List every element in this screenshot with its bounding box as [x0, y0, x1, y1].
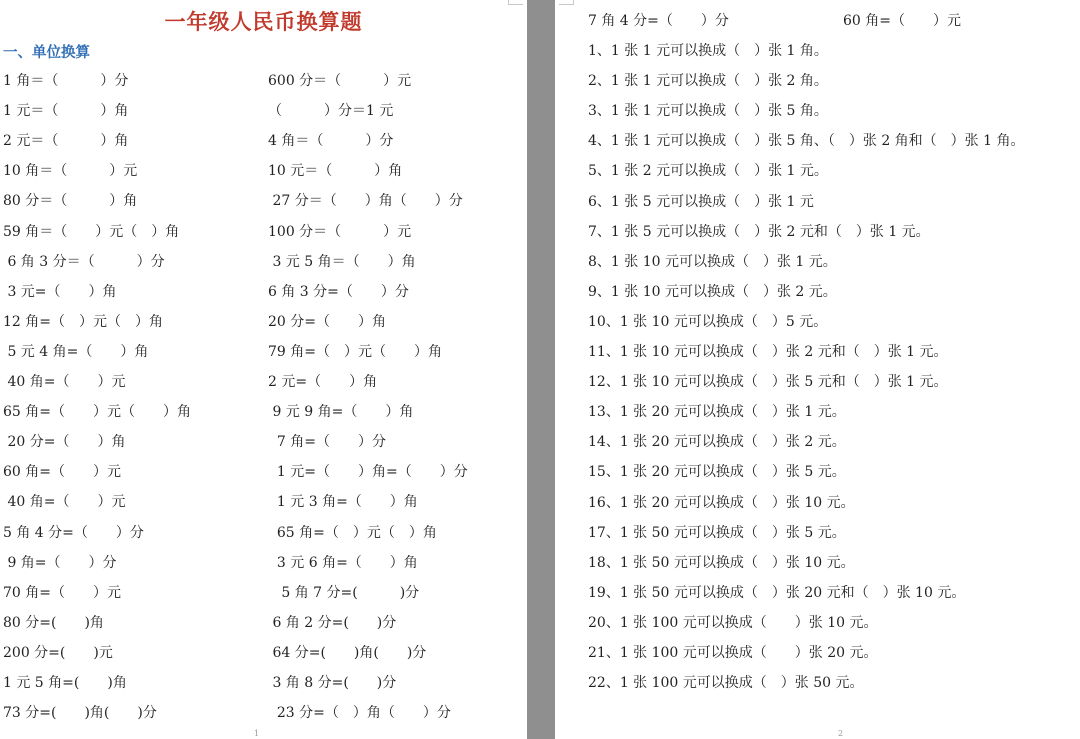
exercise-left: 5 角 4 分=（ ）分	[3, 524, 144, 541]
exchange-question: 17、1 张 50 元可以换成（ ）张 5 元。	[588, 524, 846, 541]
exercise-row-top-left: 7 角 4 分=（ ）分	[588, 13, 729, 29]
exchange-question: 18、1 张 50 元可以换成（ ）张 10 元。	[588, 554, 855, 571]
exercise-right: 20 分=（ ）角	[268, 313, 386, 330]
exercise-right: 3 元 6 角=（ ）角	[268, 554, 418, 571]
exercise-left: 1 元 5 角=( )角	[3, 675, 127, 691]
exercise-left: 60 角=（ ）元	[3, 464, 121, 481]
exchange-question: 20、1 张 100 元可以换成（ ）张 10 元。	[588, 614, 878, 631]
exercise-right: 2 元=（ ）角	[268, 374, 378, 390]
exercise-left: 80 分＝（ ）角	[3, 193, 138, 210]
exchange-question: 4、1 张 1 元可以换成（ ）张 5 角、（ ）张 2 角和（ ）张 1 角。	[588, 133, 1025, 150]
exercise-right: 1 元=（ ）角=（ ）分	[268, 464, 468, 481]
exchange-question: 19、1 张 50 元可以换成（ ）张 20 元和（ ）张 10 元。	[588, 584, 966, 601]
exchange-question: 8、1 张 10 元可以换成（ ）张 1 元。	[588, 253, 837, 270]
exchange-question: 1、1 张 1 元可以换成（ ）张 1 角。	[588, 43, 828, 59]
exchange-question: 11、1 张 10 元可以换成（ ）张 2 元和（ ）张 1 元。	[588, 344, 948, 360]
exercise-left: 40 角=（ ）元	[3, 494, 126, 511]
exercise-right: 1 元 3 角=（ ）角	[268, 494, 418, 511]
exercise-right: 23 分=（ ）角（ ）分	[268, 705, 451, 722]
exercise-right: 4 角＝（ ）分	[268, 133, 394, 150]
exchange-question: 2、1 张 1 元可以换成（ ）张 2 角。	[588, 73, 828, 90]
exercise-left: 200 分=( )元	[3, 644, 113, 661]
exercise-right: 3 角 8 分=( )分	[268, 675, 397, 691]
exchange-question: 7、1 张 5 元可以换成（ ）张 2 元和（ ）张 1 元。	[588, 223, 930, 240]
margin-corner-mark	[559, 0, 574, 5]
page-number-1: 1	[254, 729, 260, 738]
exchange-question: 21、1 张 100 元可以换成（ ）张 20 元。	[588, 645, 878, 661]
exchange-question: 10、1 张 10 元可以换成（ ）5 元。	[588, 313, 828, 330]
exercise-left: 73 分=( )角( )分	[3, 705, 157, 722]
exercise-left: 12 角=（ ）元（ ）角	[3, 313, 163, 330]
section-heading: 一、单位换算	[3, 44, 90, 61]
exercise-left: 2 元＝（ ）角	[3, 133, 129, 150]
exercise-left: 6 角 3 分＝（ ）分	[3, 253, 165, 270]
document-page-2	[555, 0, 1080, 739]
exercise-left: 20 分=（ ）角	[3, 434, 126, 451]
exercise-left: 70 角=（ ）元	[3, 584, 121, 601]
exercise-right: 64 分=( )角( )分	[268, 644, 427, 661]
exercise-right: 6 角 2 分=( )分	[268, 614, 397, 631]
exchange-question: 3、1 张 1 元可以换成（ ）张 5 角。	[588, 103, 828, 120]
exchange-question: 22、1 张 100 元可以换成（ ）张 50 元。	[588, 675, 864, 692]
exercise-right: 6 角 3 分=（ ）分	[268, 283, 409, 300]
exercise-left: 59 角＝（ ）元（ ）角	[3, 223, 180, 240]
exercise-right: 65 角=（ ）元（ ）角	[268, 524, 437, 541]
exchange-question: 14、1 张 20 元可以换成（ ）张 2 元。	[588, 434, 846, 451]
exercise-row-top-right: 60 角=（ ）元	[843, 13, 961, 29]
exchange-question: 5、1 张 2 元可以换成（ ）张 1 元。	[588, 163, 828, 180]
exercise-left: 1 角＝（ ）分	[3, 73, 129, 89]
page-number-2: 2	[838, 729, 844, 738]
exchange-question: 13、1 张 20 元可以换成（ ）张 1 元。	[588, 404, 846, 421]
document-title: 一年级人民币换算题	[164, 9, 363, 34]
margin-corner-mark	[508, 0, 523, 5]
exchange-question: 16、1 张 20 元可以换成（ ）张 10 元。	[588, 494, 855, 511]
exercise-right: （ ）分＝1 元	[268, 103, 394, 120]
exercise-left: 3 元=（ ）角	[3, 283, 117, 300]
document-page-1	[0, 0, 527, 739]
exercise-right: 100 分＝（ ）元	[268, 223, 412, 240]
exercise-right: 27 分＝（ ）角（ ）分	[268, 193, 463, 210]
exercise-right: 600 分＝（ ）元	[268, 73, 412, 89]
exercise-left: 5 元 4 角=（ ）角	[3, 343, 149, 360]
exercise-left: 65 角=（ ）元（ ）角	[3, 404, 191, 421]
exercise-left: 9 角=（ ）分	[3, 554, 117, 571]
exercise-right: 9 元 9 角=（ ）角	[268, 404, 414, 421]
exchange-question: 15、1 张 20 元可以换成（ ）张 5 元。	[588, 464, 846, 481]
exercise-left: 10 角＝（ ）元	[3, 163, 138, 180]
exchange-question: 6、1 张 5 元可以换成（ ）张 1 元	[588, 193, 814, 210]
exchange-question: 12、1 张 10 元可以换成（ ）张 5 元和（ ）张 1 元。	[588, 374, 948, 391]
exercise-left: 40 角=（ ）元	[3, 374, 126, 390]
exercise-left: 80 分=( )角	[3, 614, 104, 631]
exercise-right: 3 元 5 角＝（ ）角	[268, 253, 416, 270]
exercise-right: 10 元＝（ ）角	[268, 163, 403, 180]
exercise-right: 79 角=（ ）元（ ）角	[268, 343, 442, 360]
exercise-left: 1 元＝（ ）角	[3, 103, 129, 120]
exchange-question: 9、1 张 10 元可以换成（ ）张 2 元。	[588, 283, 837, 300]
exercise-right: 5 角 7 分=( )分	[268, 584, 420, 601]
exercise-right: 7 角=（ ）分	[268, 434, 386, 451]
